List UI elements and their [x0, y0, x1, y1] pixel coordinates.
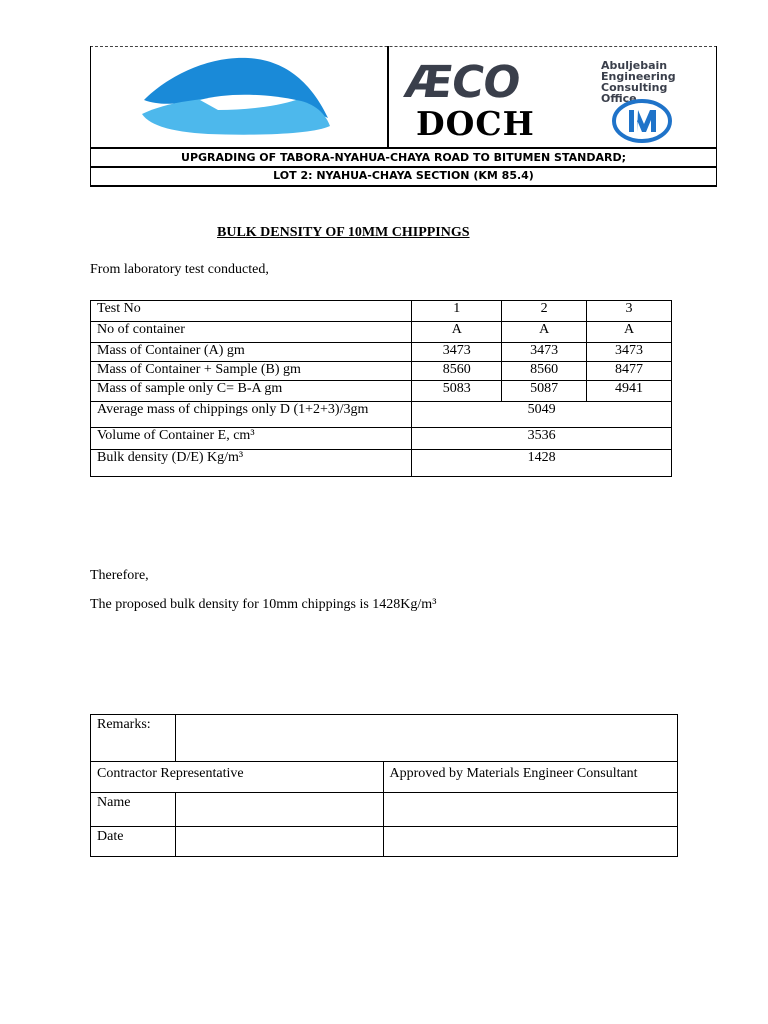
- aeco-sub-line: Office: [601, 92, 637, 105]
- table-row: [91, 450, 672, 477]
- therefore-text: Therefore,: [90, 568, 149, 583]
- date-label: Date: [91, 827, 176, 857]
- date-row: [91, 827, 678, 857]
- project-title-line2: LOT 2: NYAHUA-CHAYA SECTION (KM 85.4): [90, 166, 717, 187]
- row-label: Volume of Container E, cm³: [91, 428, 412, 450]
- remarks-row: [91, 715, 678, 762]
- row-label: Mass of Container + Sample (B) gm: [91, 362, 412, 381]
- cell-value: 3473: [587, 343, 672, 362]
- approved-label: Approved by Materials Engineer Consultant: [383, 762, 677, 793]
- doch-logo-text: DOCH: [416, 104, 535, 143]
- aeco-sub-line: Engineering: [601, 70, 676, 83]
- row-label: Mass of sample only C= B-A gm: [91, 381, 412, 402]
- header-divider: [387, 46, 389, 147]
- aeco-logo-text: ÆCO: [401, 57, 524, 108]
- table-row: [91, 343, 672, 362]
- cell-value: 3536: [412, 428, 672, 450]
- cell-value: 5083: [412, 381, 502, 402]
- contractor-date-field[interactable]: [175, 827, 383, 857]
- remarks-label: Remarks:: [91, 715, 176, 762]
- table-row: [91, 381, 672, 402]
- cell-value: 4941: [587, 381, 672, 402]
- cell-value: 1: [412, 301, 502, 322]
- project-title-line1: UPGRADING OF TABORA-NYAHUA-CHAYA ROAD TO BITUMEN STANDARD;: [90, 147, 717, 167]
- aeco-sub-line: Abuljebain: [601, 59, 668, 72]
- consultant-name-field[interactable]: [383, 793, 677, 827]
- cell-value: A: [502, 322, 587, 343]
- table-row: [91, 362, 672, 381]
- row-label: Mass of Container (A) gm: [91, 343, 412, 362]
- table-row: [91, 322, 672, 343]
- row-label: No of container: [91, 322, 412, 343]
- signoff-table: [90, 714, 678, 857]
- cell-value: 1428: [412, 450, 672, 477]
- table-row: [91, 428, 672, 450]
- table-row: [91, 301, 672, 322]
- seal-logo-icon: [610, 98, 674, 144]
- proposed-density-text: The proposed bulk density for 10mm chippings is 1428Kg/m³: [90, 597, 437, 612]
- aeco-sub-line: Consulting: [601, 81, 668, 94]
- cell-value: 8560: [502, 362, 587, 381]
- cell-value: 8560: [412, 362, 502, 381]
- results-table: [90, 300, 672, 477]
- cell-value: 5049: [412, 402, 672, 428]
- contractor-name-field[interactable]: [175, 793, 383, 827]
- document-title: BULK DENSITY OF 10MM CHIPPINGS: [217, 225, 470, 240]
- row-label: Average mass of chippings only D (1+2+3)/3gm: [91, 402, 412, 428]
- cell-value: 5087: [502, 381, 587, 402]
- contractor-label: Contractor Representative: [91, 762, 384, 793]
- name-label: Name: [91, 793, 176, 827]
- cell-value: A: [412, 322, 502, 343]
- client-logo-icon: [138, 56, 338, 138]
- intro-text: From laboratory test conducted,: [90, 262, 269, 277]
- cell-value: 8477: [587, 362, 672, 381]
- consultant-date-field[interactable]: [383, 827, 677, 857]
- name-row: [91, 793, 678, 827]
- cell-value: 2: [502, 301, 587, 322]
- signatory-row: [91, 762, 678, 793]
- cell-value: 3473: [502, 343, 587, 362]
- row-label: Bulk density (D/E) Kg/m³: [91, 450, 412, 477]
- row-label: Test No: [91, 301, 412, 322]
- remarks-field[interactable]: [175, 715, 677, 762]
- cell-value: 3473: [412, 343, 502, 362]
- cell-value: A: [587, 322, 672, 343]
- cell-value: 3: [587, 301, 672, 322]
- table-row: [91, 402, 672, 428]
